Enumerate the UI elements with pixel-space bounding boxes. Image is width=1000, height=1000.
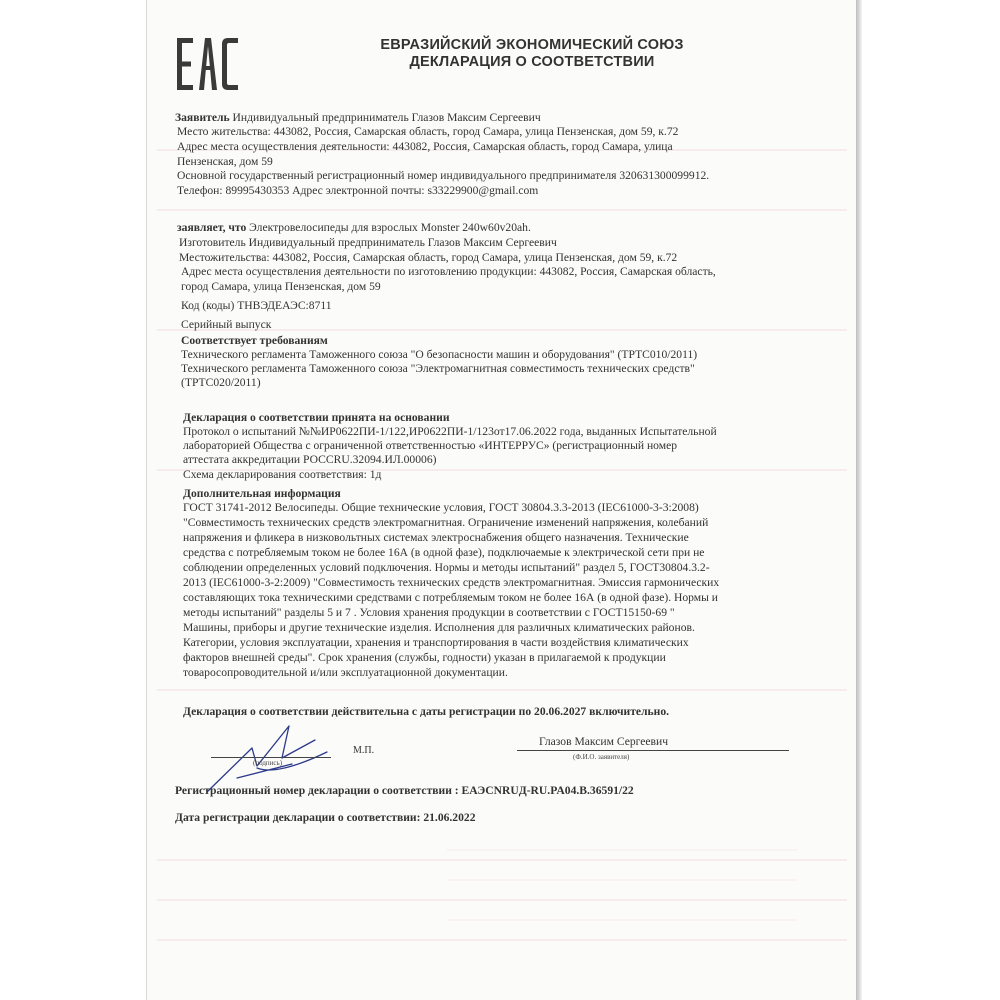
additional-info-label: Дополнительная информация [183, 487, 341, 500]
product-name: Электровелосипеды для взрослых Monster 240w60v20ah. [249, 221, 531, 234]
serial-production: Серийный выпуск [181, 318, 272, 331]
basis-line-1: Протокол о испытаний №№ИР0622ПИ-1/122,ИР0622ПИ-1/123от17.06.2022 года, выданных Испытательной [183, 425, 717, 438]
applicant-contacts: Телефон: 89995430353 Адрес электронной почты: s33229900@gmail.com [177, 184, 539, 197]
validity-period: Декларация о соответствии действительна с даты регистрации по 20.06.2027 включительно. [183, 705, 670, 718]
requirements-label: Соответствует требованиям [181, 334, 328, 347]
additional-line: Категории, условия эксплуатации, хранения и транспортирования в части воздействия климатических [183, 636, 689, 649]
applicant-label: Заявитель [175, 111, 230, 124]
tnved-code: Код (коды) ТНВЭДЕАЭС:8711 [181, 299, 332, 312]
applicant-activity-address-1: Адрес места осуществления деятельности: 443082, Россия, Самарская область, город Самара, улица [177, 140, 673, 153]
declaration-scheme: Схема декларирования соответствия: 1д [183, 468, 382, 481]
additional-line: товаросопроводительной и/или эксплуатационной документации. [183, 666, 508, 679]
requirement-3: (ТРТС020/2011) [181, 376, 261, 389]
additional-line: Машины, приборы и другие технические изделия. Исполнения для различных климатических районов. [183, 621, 695, 634]
registration-date: Дата регистрации декларации о соответствии: 21.06.2022 [175, 811, 476, 824]
product-declaration [177, 220, 531, 235]
additional-line: соблюдении определенных условий подключения. Нормы и методы испытаний" раздел 5, ГОСТ30804.3.2- [183, 561, 710, 574]
production-address-2: город Самара, улица Пензенская, дом 59 [181, 280, 381, 293]
signer-underline [517, 750, 789, 751]
basis-line-3: аттестата аккредитации РОССRU.32094.ИЛ.00006) [183, 453, 437, 466]
signer-name: Глазов Максим Сергеевич [539, 735, 669, 748]
declaration-sheet [146, 0, 859, 1000]
applicant-line [175, 110, 541, 125]
additional-line: ГОСТ 31741-2012 Велосипеды. Общие технические условия, ГОСТ 30804.3.3-2013 (IEC61000-3-3:2008) [183, 501, 699, 514]
signature-underline [211, 757, 331, 758]
applicant-residence: Место жительства: 443082, Россия, Самарская область, город Самара, улица Пензенская, дом 59, к.72 [177, 125, 679, 138]
additional-line: факторов внешней среды". Срок хранения (службы, годности) указан в прилагаемой к продукции [183, 651, 666, 664]
additional-line: методы испытаний" разделы 5 и 7 . Условия хранения продукции в соответствии с ГОСТ15150-69 " [183, 606, 675, 619]
applicant-activity-address-2: Пензенская, дом 59 [177, 155, 273, 168]
applicant-name: Индивидуальный предприниматель Глазов Максим Сергеевич [232, 111, 541, 124]
production-address-1: Адрес места осуществления деятельности по изготовлению продукции: 443082, Россия, Самарская область, [181, 265, 716, 278]
requirement-2: Технического регламента Таможенного союза "Электромагнитная совместимость технических средств" [181, 362, 695, 375]
basis-label: Декларация о соответствии принята на основании [183, 411, 450, 424]
registration-number: Регистрационный номер декларации о соответствии : ЕАЭСNRUД-RU.PA04.B.36591/22 [175, 784, 634, 797]
additional-line: 2013 (IEC61000-3-2:2009) "Совместимость технических средств электромагнитная. Эмиссия гармонических [183, 576, 720, 589]
union-title: ЕВРАЗИЙСКИЙ ЭКОНОМИЧЕСКИЙ СОЮЗ [380, 37, 684, 53]
manufacturer-residence: Местожительства: 443082, Россия, Самарская область, город Самара, улица Пензенская, дом 59, к.72 [179, 251, 678, 264]
additional-line: "Совместимость технических средств электромагнитная. Ограничение изменений напряжения, колебаний [183, 516, 709, 529]
scan-margin-left [0, 0, 146, 1000]
signer-caption: (Ф.И.О. заявителя) [573, 753, 630, 761]
stamp-place-label: М.П. [353, 745, 375, 756]
additional-line: составляющих тока техническими средствами с потребляемым током не более 16А (в одной фазе). Нормы и [183, 591, 719, 604]
basis-line-2: лабораторией Общества с ограниченной ответственностью «ИНТЕРРУС» (регистрационный номер [183, 439, 678, 452]
additional-line: напряжения и фликера в низковольтных системах электроснабжения общего назначения. Технические [183, 531, 689, 544]
requirement-1: Технического регламента Таможенного союза "О безопасности машин и оборудования" (ТРТС010/2011) [181, 348, 698, 361]
declares-label: заявляет, что [177, 221, 247, 234]
additional-line: средства с потребляемым током не более 16А (в одной фазе), подключаемые к электрической сети при не [183, 546, 705, 559]
document-title: ДЕКЛАРАЦИЯ О СООТВЕТСТВИИ [409, 54, 655, 70]
signature-caption: (подпись) [253, 759, 283, 767]
manufacturer: Изготовитель Индивидуальный предприниматель Глазов Максим Сергеевич [179, 236, 557, 249]
applicant-ogrnip: Основной государственный регистрационный номер индивидуального предпринимателя 320631300099912. [177, 169, 710, 182]
sheet-edge-shadow [856, 0, 862, 1000]
